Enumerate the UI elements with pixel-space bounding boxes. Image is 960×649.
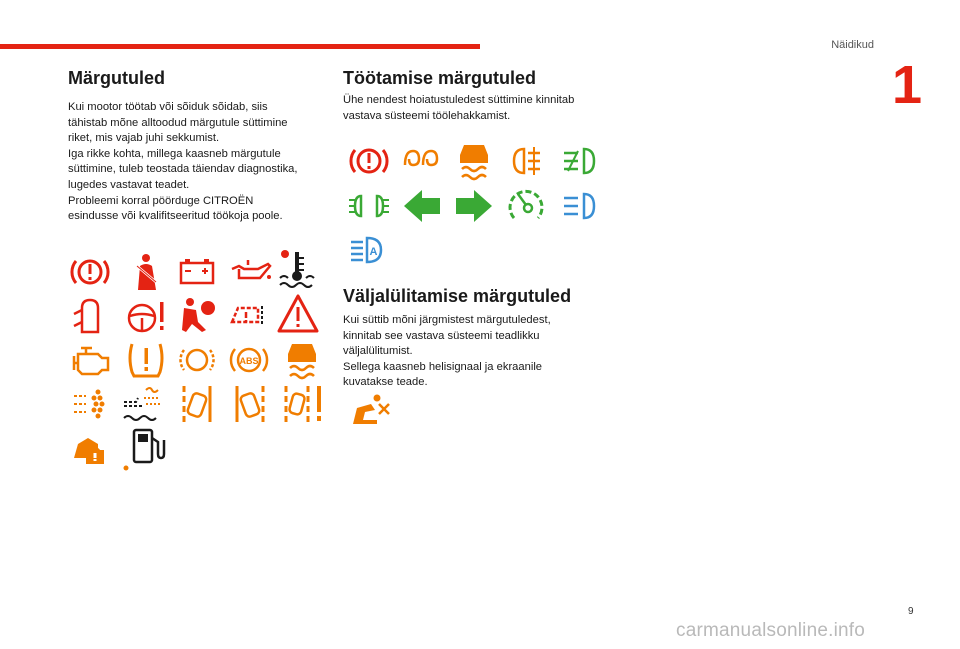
lane-departure-warning-icon <box>282 382 326 426</box>
deactivation-lamps-title: Väljalülitamise märgutuled <box>343 286 572 306</box>
low-fuel-icon <box>126 424 170 472</box>
svg-text:ABS: ABS <box>239 356 259 366</box>
battery-icon <box>175 252 219 292</box>
engine-check-icon <box>68 340 112 380</box>
coolant-temperature-icon <box>276 248 320 292</box>
page-number: 9 <box>908 606 914 617</box>
steering-fault-icon <box>124 296 168 336</box>
preheat-icon <box>68 384 112 424</box>
brake-warning-icon <box>68 252 112 292</box>
auto-main-beam-icon <box>347 230 391 270</box>
adblue-icon <box>68 428 112 468</box>
lane-assist-fault-icon <box>229 382 273 426</box>
seatbelt-icon <box>124 252 168 292</box>
warning-lamps-text: Kui mootor töötab või sõiduk sõidab, siis tähistab mõne alltoodud märgutule süttimine riket, mis vajab juhi sekkumist. Iga rikke kohta, millega kaasneb märgutule süttimine, tuleb teostada täiendav diagnostika, lugedes vastavat teadet. Probleemi korral pöörduge CITROËN esindusse või kvalifitseeritud töökoja poole. <box>68 101 298 223</box>
hazard-triangle-icon <box>276 292 320 336</box>
right-indicator-icon <box>452 186 496 226</box>
door-open-icon <box>68 296 112 336</box>
rear-fog-icon <box>506 141 550 181</box>
left-indicator-icon <box>400 186 444 226</box>
glow-plug-icon <box>399 141 443 181</box>
operation-lamps-title: Töötamise märgutuled <box>343 68 537 88</box>
airbag-icon <box>176 296 220 336</box>
front-fog-icon <box>558 141 602 181</box>
trailer-fault-icon <box>228 296 272 336</box>
deactivation-lamps-text: Kui süttib mõni järgmistest märgutuledest, kinnitab see vastava süsteemi teadlikku väljalülitumist. Sellega kaasneb helisignaal ja ekraanile kuvatakse teade. <box>343 314 551 389</box>
chapter-number: 1 <box>892 55 923 115</box>
passenger-airbag-off-icon <box>347 390 391 430</box>
parking-brake-icon <box>347 141 391 181</box>
brake-pad-icon <box>175 340 219 380</box>
section-label: Näidikud <box>831 39 874 51</box>
header-accent-bar <box>0 44 480 49</box>
oil-pressure-icon <box>228 252 272 292</box>
exhaust-fault-icon <box>120 382 164 426</box>
warning-lamps-title: Märgutuled <box>68 68 165 88</box>
svg-text:A: A <box>369 246 378 258</box>
lane-assist-icon <box>176 382 220 426</box>
esp-icon <box>280 338 324 382</box>
stability-control-icon <box>452 139 496 183</box>
watermark: carmanualsonline.info <box>676 620 866 641</box>
dipped-beam-icon <box>558 186 602 226</box>
cruise-control-icon <box>504 184 548 228</box>
operation-lamps-text: Ühe nendest hoiatustuledest süttimine kinnitab vastava süsteemi töölehakkamist. <box>343 94 575 122</box>
abs-icon <box>227 340 271 380</box>
sidelights-icon <box>347 186 391 226</box>
tyre-pressure-icon <box>124 338 168 382</box>
